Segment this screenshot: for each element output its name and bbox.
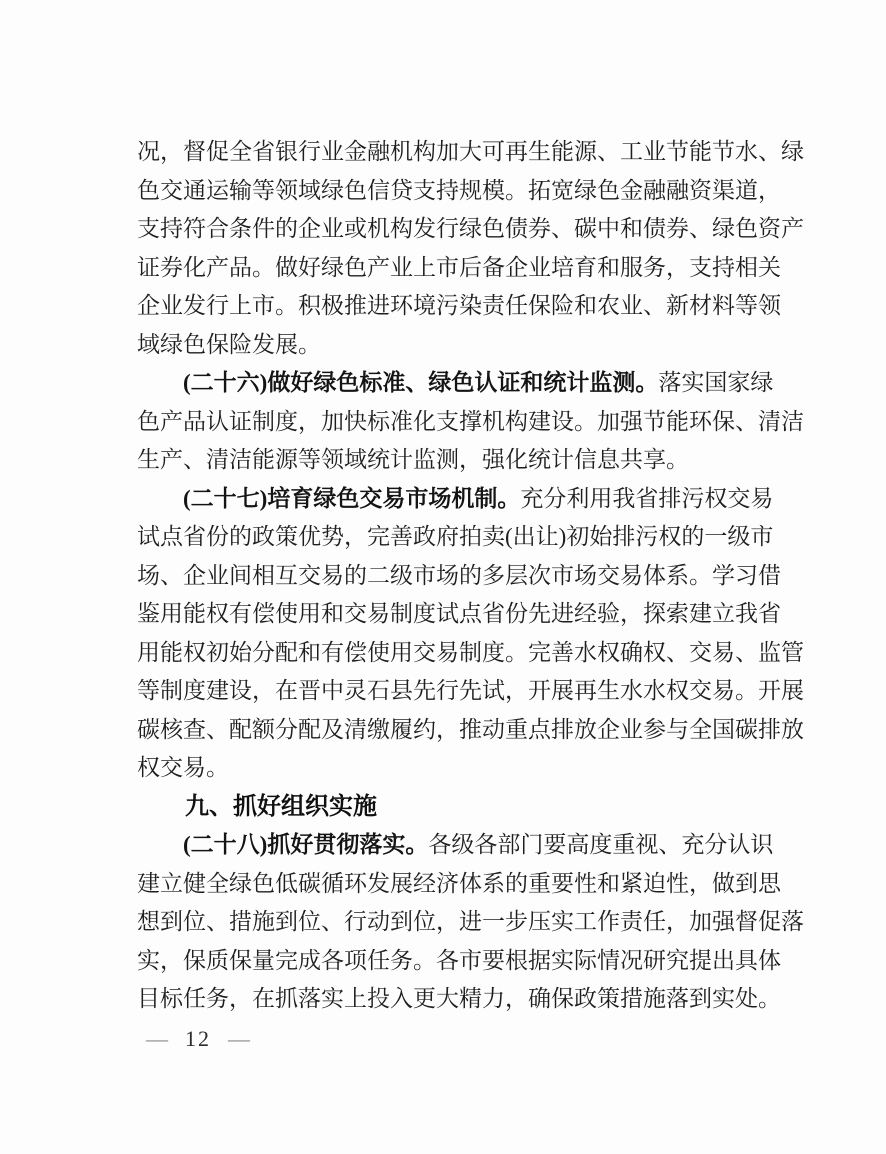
doc-line: 色交通运输等领域绿色信贷支持规模。拓宽绿色金融融资渠道， [137, 177, 781, 203]
doc-line: 鉴用能权有偿使用和交易制度试点省份先进经验，探索建立我省 [137, 601, 781, 626]
doc-line: 试点省份的政策优势，完善政府拍卖(出让)初始排污权的一级市 [137, 524, 774, 549]
doc-line: 域绿色保险发展。 [137, 331, 321, 357]
item-28-title: (二十八)抓好贯彻落实。 [183, 832, 429, 857]
page-number: 12 [185, 1026, 211, 1051]
doc-line-item-26 [137, 364, 774, 403]
doc-line: 想到位、措施到位、行动到位，进一步压实工作责任，加强督促落 [137, 909, 804, 934]
doc-line-item-27 [137, 480, 774, 519]
document-text-block [137, 133, 804, 1019]
doc-line: 权交易。 [137, 755, 229, 780]
doc-line: 支持符合条件的企业或机构发行绿色债券、碳中和债券、绿色资产 [137, 216, 804, 241]
footer-dash-right: — [228, 1026, 250, 1051]
doc-line: 企业发行上市。积极推进环境污染责任保险和农业、新材料等领 [137, 293, 781, 318]
page-footer [146, 1024, 250, 1054]
doc-line: 碳核查、配额分配及清缴履约，推动重点排放企业参与全国碳排放 [137, 716, 804, 742]
doc-line: 生产、清洁能源等领域统计监测，强化统计信息共享。 [137, 447, 689, 472]
doc-line: 色产品认证制度，加快标准化支撑机构建设。加强节能环保、清洁 [137, 408, 804, 434]
item-27-body-start: 充分利用我省排污权交易 [520, 485, 774, 511]
doc-line: 证券化产品。做好绿色产业上市后备企业培育和服务，支持相关 [137, 254, 781, 280]
doc-line-item-28 [137, 826, 774, 865]
item-26-title: (二十六)做好绿色标准、绿色认证和统计监测。 [183, 370, 659, 395]
footer-dash-left: — [146, 1026, 168, 1051]
doc-line: 况，督促全省银行业金融机构加大可再生能源、工业节能节水、绿 [137, 139, 804, 164]
doc-line: 用能权初始分配和有偿使用交易制度。完善水权确权、交易、监管 [137, 639, 804, 665]
doc-line: 场、企业间相互交易的二级市场的多层次市场交易体系。学习借 [137, 562, 781, 588]
item-27-title: (二十七)培育绿色交易市场机制。 [183, 485, 521, 511]
doc-line: 建立健全绿色低碳循环发展经济体系的重要性和紧迫性，做到思 [137, 870, 781, 896]
doc-line: 等制度建设，在晋中灵石县先行先试，开展再生水水权交易。开展 [137, 678, 804, 703]
section-heading: 九、抓好组织实施 [185, 792, 377, 820]
item-26-body-start: 落实国家绿 [658, 370, 774, 395]
item-28-body-start: 各级各部门要高度重视、充分认识 [428, 832, 774, 857]
doc-line: 实，保质保量完成各项任务。各市要根据实际情况研究提出具体 [137, 947, 781, 973]
doc-line: 目标任务，在抓落实上投入更大精力，确保政策措施落到实处。 [137, 986, 781, 1011]
